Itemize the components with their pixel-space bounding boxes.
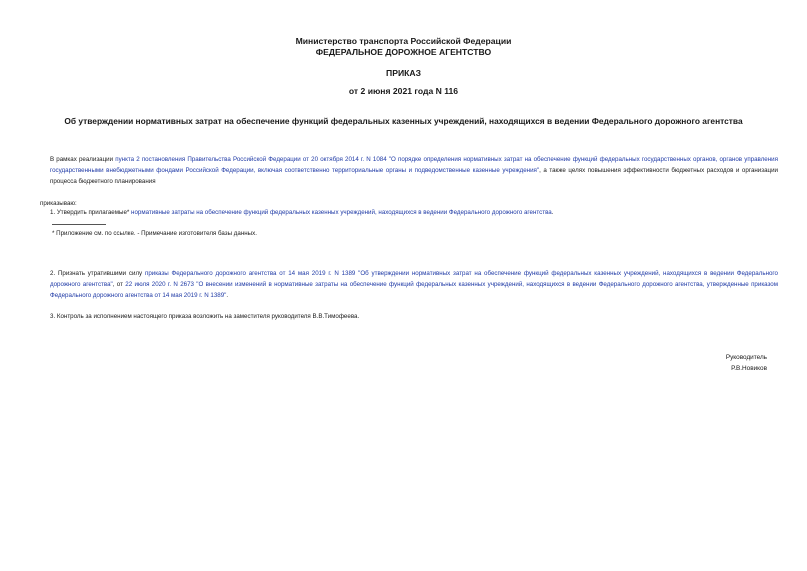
item-1-prefix: 1. Утвердить прилагаемые*: [50, 209, 130, 216]
document-date-number: от 2 июня 2021 года N 116: [348, 86, 459, 96]
item-1-suffix: .: [551, 209, 554, 216]
preamble-suffix: , а также целях повышения эффективности бюджетных расходов и организации процесса бюджетного планирования: [50, 166, 778, 185]
preamble-link[interactable]: пункта 2 постановления Правительства Российской Федерации от 20 октября 2014 г. N 1084 "О порядке определения нормативных затрат на обеспечение функций федеральных государственных органов, органов управления государственными внебюджетными фондами Российской Федерации, включая соответственно территориальные органы и подведомственные казенные учреждения": [50, 156, 778, 174]
item-2-link-2[interactable]: 22 июля 2020 г. N 2673 "О внесении изменений в нормативные затраты на обеспечение функций федеральных казенных учреждений, находящихся в ведении Федерального дорожного агентства, утвержденные приказом Федерального дорожного агентства от 14 мая 2019 г. N 1389": [50, 280, 779, 299]
document-type: ПРИКАЗ: [386, 68, 421, 78]
item-2-prefix: 2. Признать утратившими силу: [50, 270, 143, 277]
ministry-name: Министерство транспорта Российской Федерации: [295, 36, 512, 46]
item-3-paragraph: 3. Контроль за исполнением настоящего приказа возложить на заместителя руководителя В.В.Тимофеева.: [50, 313, 360, 320]
agency-name: ФЕДЕРАЛЬНОЕ ДОРОЖНОЕ АГЕНТСТВО: [315, 47, 492, 57]
preamble-paragraph: [40, 155, 778, 187]
item-2-paragraph: [40, 269, 778, 301]
order-word: приказываю:: [40, 200, 77, 207]
item-1-paragraph: [40, 208, 778, 219]
item-2-link-1[interactable]: приказы Федерального дорожного агентства от 14 мая 2019 г. N 1389 "Об утверждении нормативных затрат на обеспечение функций федеральных казенных учреждений, находящихся в ведении Федерального дорожного агентства": [50, 270, 778, 288]
signature-name: Р.В.Новиков: [731, 365, 767, 372]
item-2-mid: , от: [112, 280, 123, 288]
document-title: Об утверждении нормативных затрат на обеспечение функций федеральных казенных учреждений, находящихся в ведении Федерального дорожного агентства: [64, 116, 743, 126]
footnote-divider: [52, 224, 106, 225]
footnote: * Приложение см. по ссылке. - Примечание изготовителя базы данных.: [52, 230, 257, 237]
preamble-prefix: В рамках реализации: [50, 156, 114, 163]
signature-position: Руководитель: [725, 354, 767, 361]
item-1-link[interactable]: нормативные затраты на обеспечение функций федеральных казенных учреждений, находящихся в ведении Федерального дорожного агентства: [131, 209, 552, 216]
item-2-suffix: .: [226, 291, 229, 299]
